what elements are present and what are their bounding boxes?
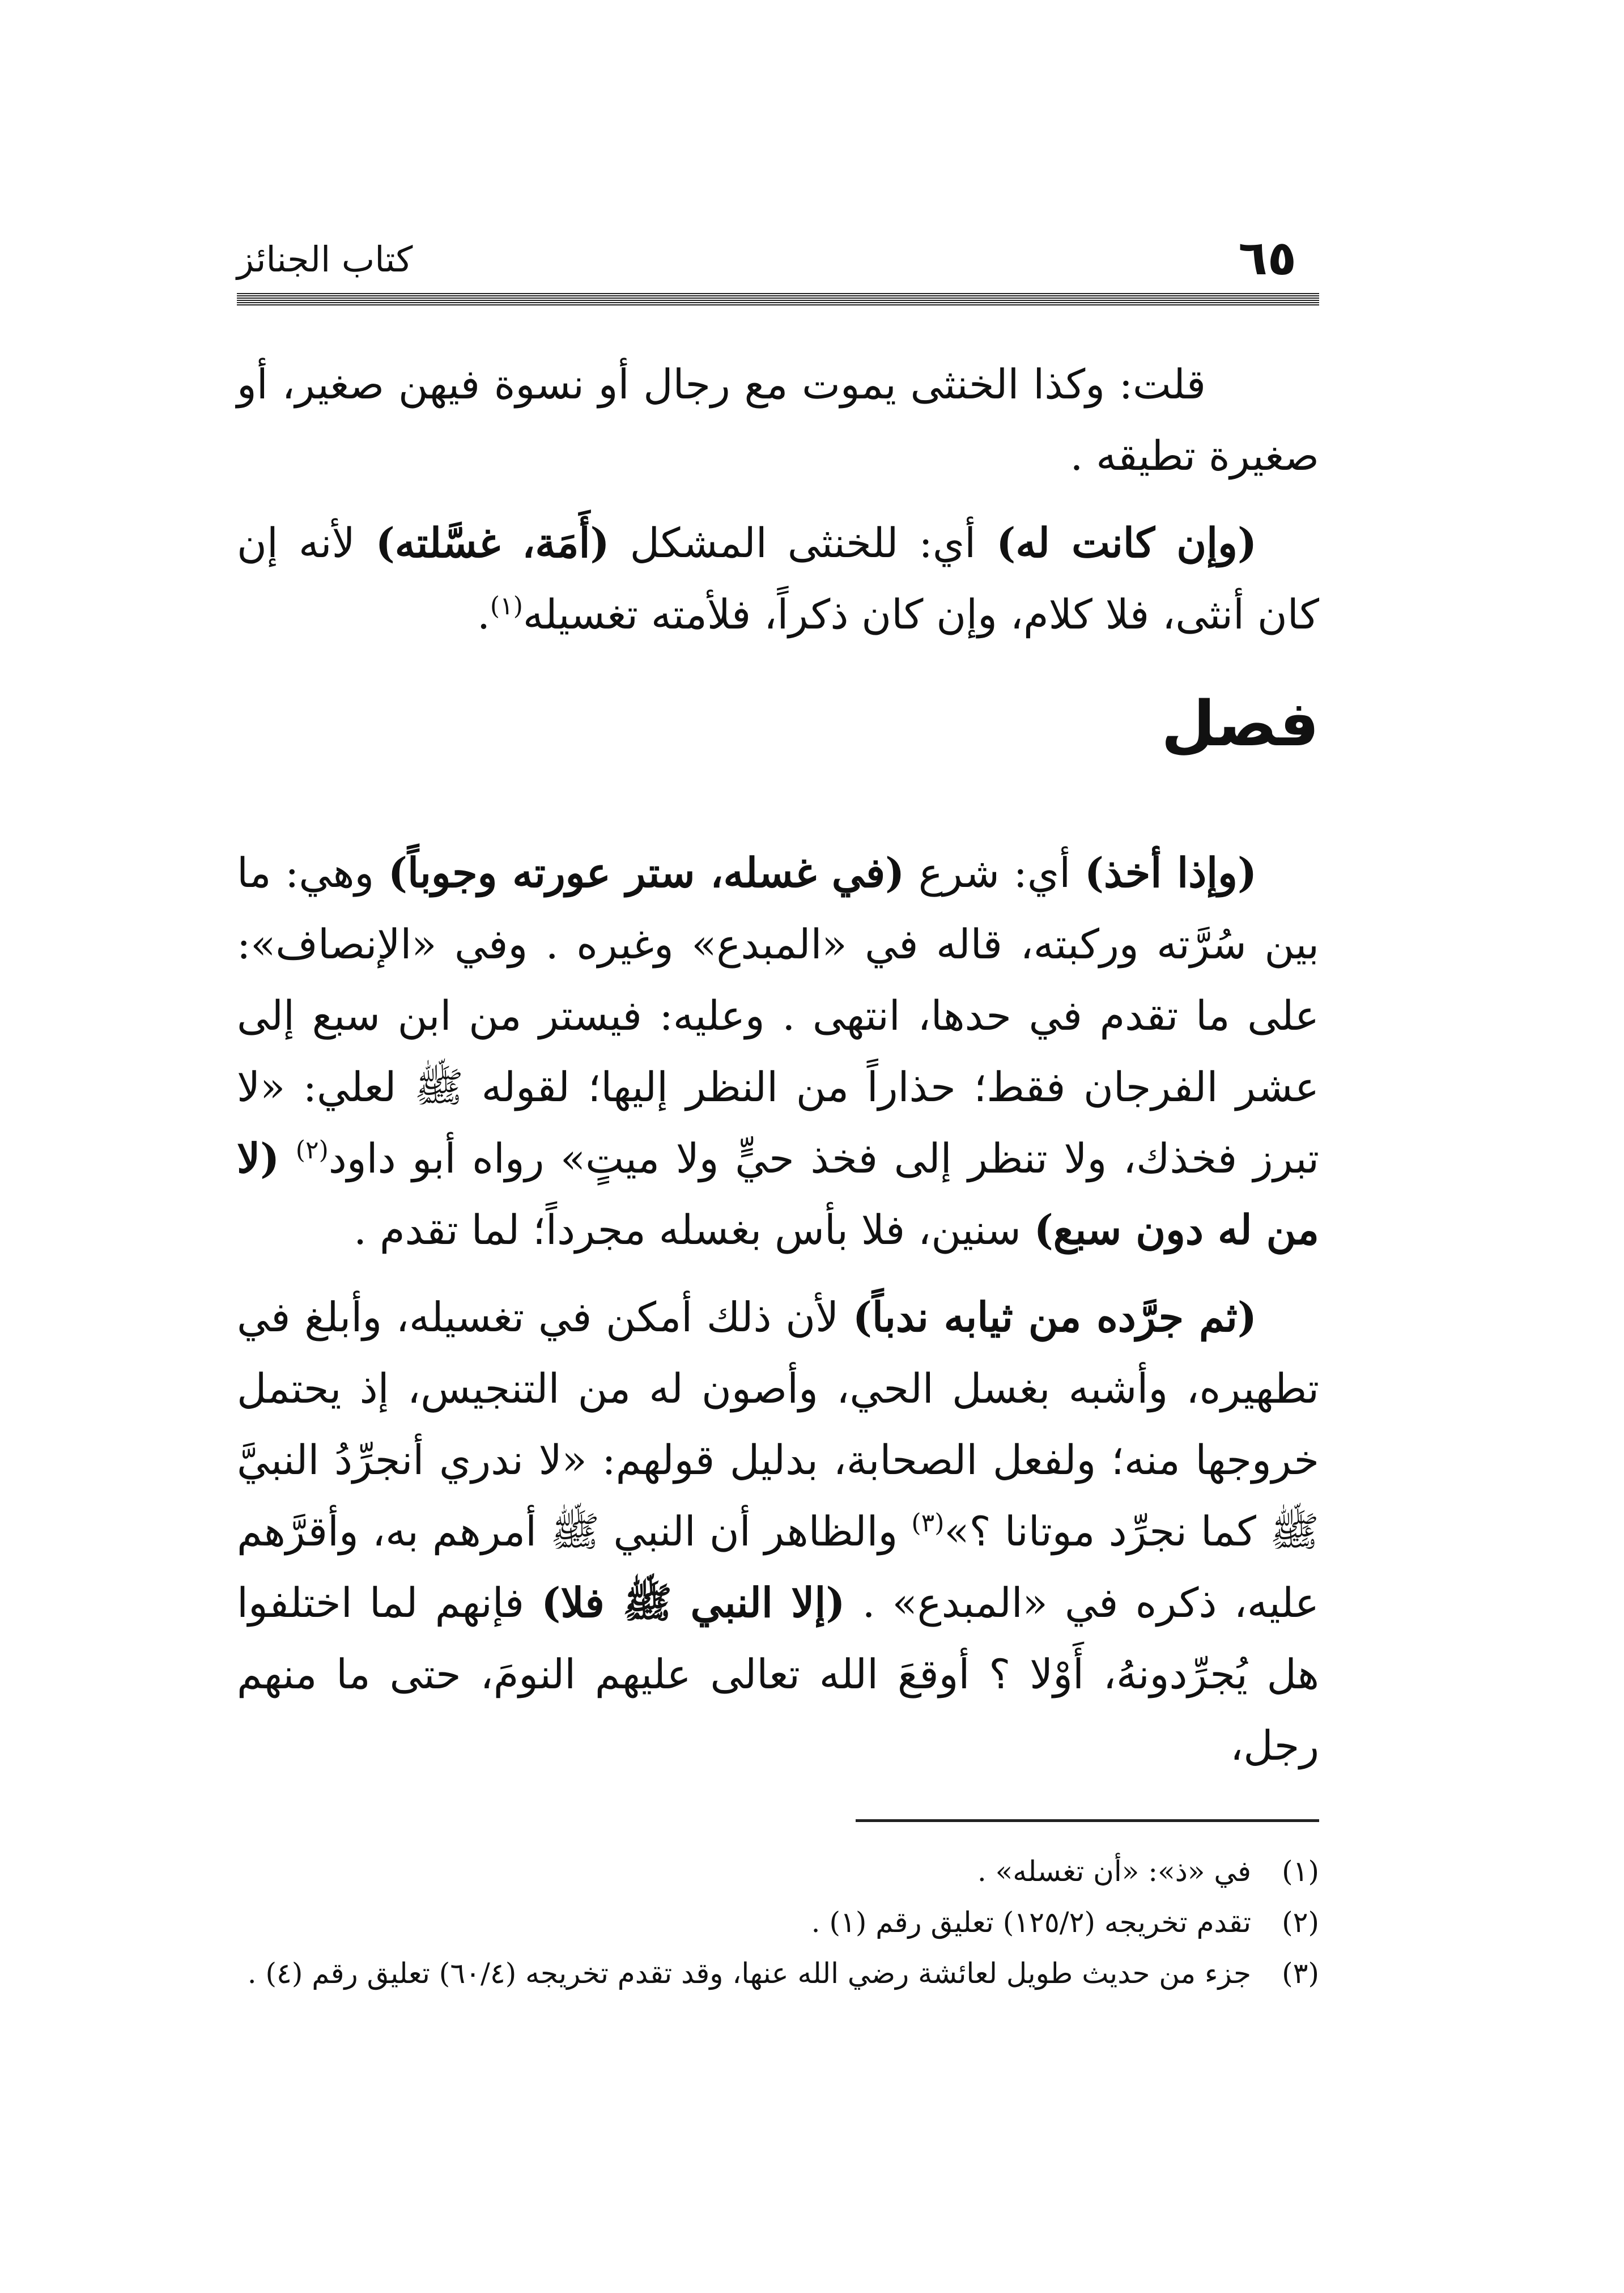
matn-text: (في غسله، ستر عورته وجوباً) <box>388 848 905 897</box>
paragraph-1: قلت: وكذا الخنثى يموت مع رجال أو نسوة فيهن صغير، أو صغيرة تطيقه . <box>237 360 1319 479</box>
sharh-text: أي: شرع <box>904 849 1085 897</box>
footnote-number: (٢) <box>1282 1906 1319 1939</box>
sharh-text: أي: للخنثى المشكل <box>609 519 997 567</box>
footnote-number: (٣) <box>1282 1957 1319 1990</box>
footnote-marker: (٣) <box>911 1509 945 1538</box>
sharh-text: سنين، فلا بأس بغسله مجرداً؛ لما تقدم . <box>354 1206 1034 1254</box>
sharh-text: لأن ذلك أمكن في تغسيله، وأبلغ في تطهيره، وأشبه بغسل الحي، وأصون له من التنجيس، إذ يحتمل خروجها منه؛ ولفعل الصحابة، بدليل قولهم: «لا ندري أنجرِّدُ النبيَّ ﷺ كما نجرِّد موتانا ؟» <box>237 1293 1319 1555</box>
running-title: كتاب الجنائز <box>237 239 413 280</box>
paragraph-3 <box>237 837 1319 1266</box>
sharh-text <box>279 1135 296 1182</box>
matn-text: (وإذا أخذ) <box>1084 848 1257 897</box>
footnote-marker: (٢) <box>295 1136 329 1165</box>
sharh-text: وهي: ما بين سُرَّته وركبته، قاله في «المبدع» وغيره . وفي «الإنصاف»: على ما تقدم في حدها، انتهى . وعليه: فيستر من ابن سبع إلى عشر الفرجان فقط؛ حذاراً من النظر إليها؛ لقوله ﷺ لعلي: «لا تبرز فخذك، ولا تنظر إلى فخذ حيٍّ ولا ميتٍ» رواه أبو داود <box>237 849 1320 1182</box>
footnote-text: تقدم تخريجه (١٢٥/٢) تعليق رقم (١) . <box>811 1906 1251 1939</box>
sharh-text: . <box>477 591 490 638</box>
sharh-text: لأنه إن كان أنثى، فلا كلام، وإن كان ذكراً، فلأمته تغسيله <box>237 519 1319 638</box>
sharh-text: والظاهر أن النبي ﷺ أمرهم به، وأقرَّهم عليه، ذكره في «المبدع» . <box>237 1508 1319 1627</box>
footnote-separator <box>856 1819 1319 1822</box>
footnote-text: جزء من حديث طويل لعائشة رضي الله عنها، وقد تقدم تخريجه (٦٠/٤) تعليق رقم (٤) . <box>247 1957 1251 1990</box>
page-header <box>237 230 1319 292</box>
paragraph-2 <box>237 507 1319 650</box>
footnote <box>237 1950 1319 1997</box>
main-text <box>237 349 1319 1797</box>
header-rule <box>237 292 1319 305</box>
footnote-marker: (١) <box>490 592 523 621</box>
footnote <box>237 1848 1319 1895</box>
matn-text: (أَمَة، غسَّلته) <box>375 519 610 567</box>
footnote-number: (١) <box>1282 1855 1319 1888</box>
footnote-text: في «ذ»: «أن تغسله» . <box>977 1855 1251 1888</box>
sharh-text: فإنهم لما اختلفوا هل يُجرِّدونهُ، أَوْلا ؟ أوقعَ الله تعالى عليهم النومَ، حتى ما منهم رجل، <box>237 1579 1319 1769</box>
matn-text: (ثم جرَّده من ثيابه ندباً) <box>852 1293 1257 1341</box>
paragraph-4 <box>237 1281 1319 1781</box>
matn-text: (وإن كانت له) <box>996 519 1257 567</box>
footnote <box>237 1899 1319 1946</box>
matn-text: (لا من له دون سبع) <box>237 1134 1319 1254</box>
section-title: فصل <box>1161 687 1319 760</box>
matn-text: (إلا النبي ﷺ فلا) <box>541 1578 845 1627</box>
footnotes <box>237 1848 1319 2001</box>
page-number: ٦٥ <box>1238 230 1296 286</box>
